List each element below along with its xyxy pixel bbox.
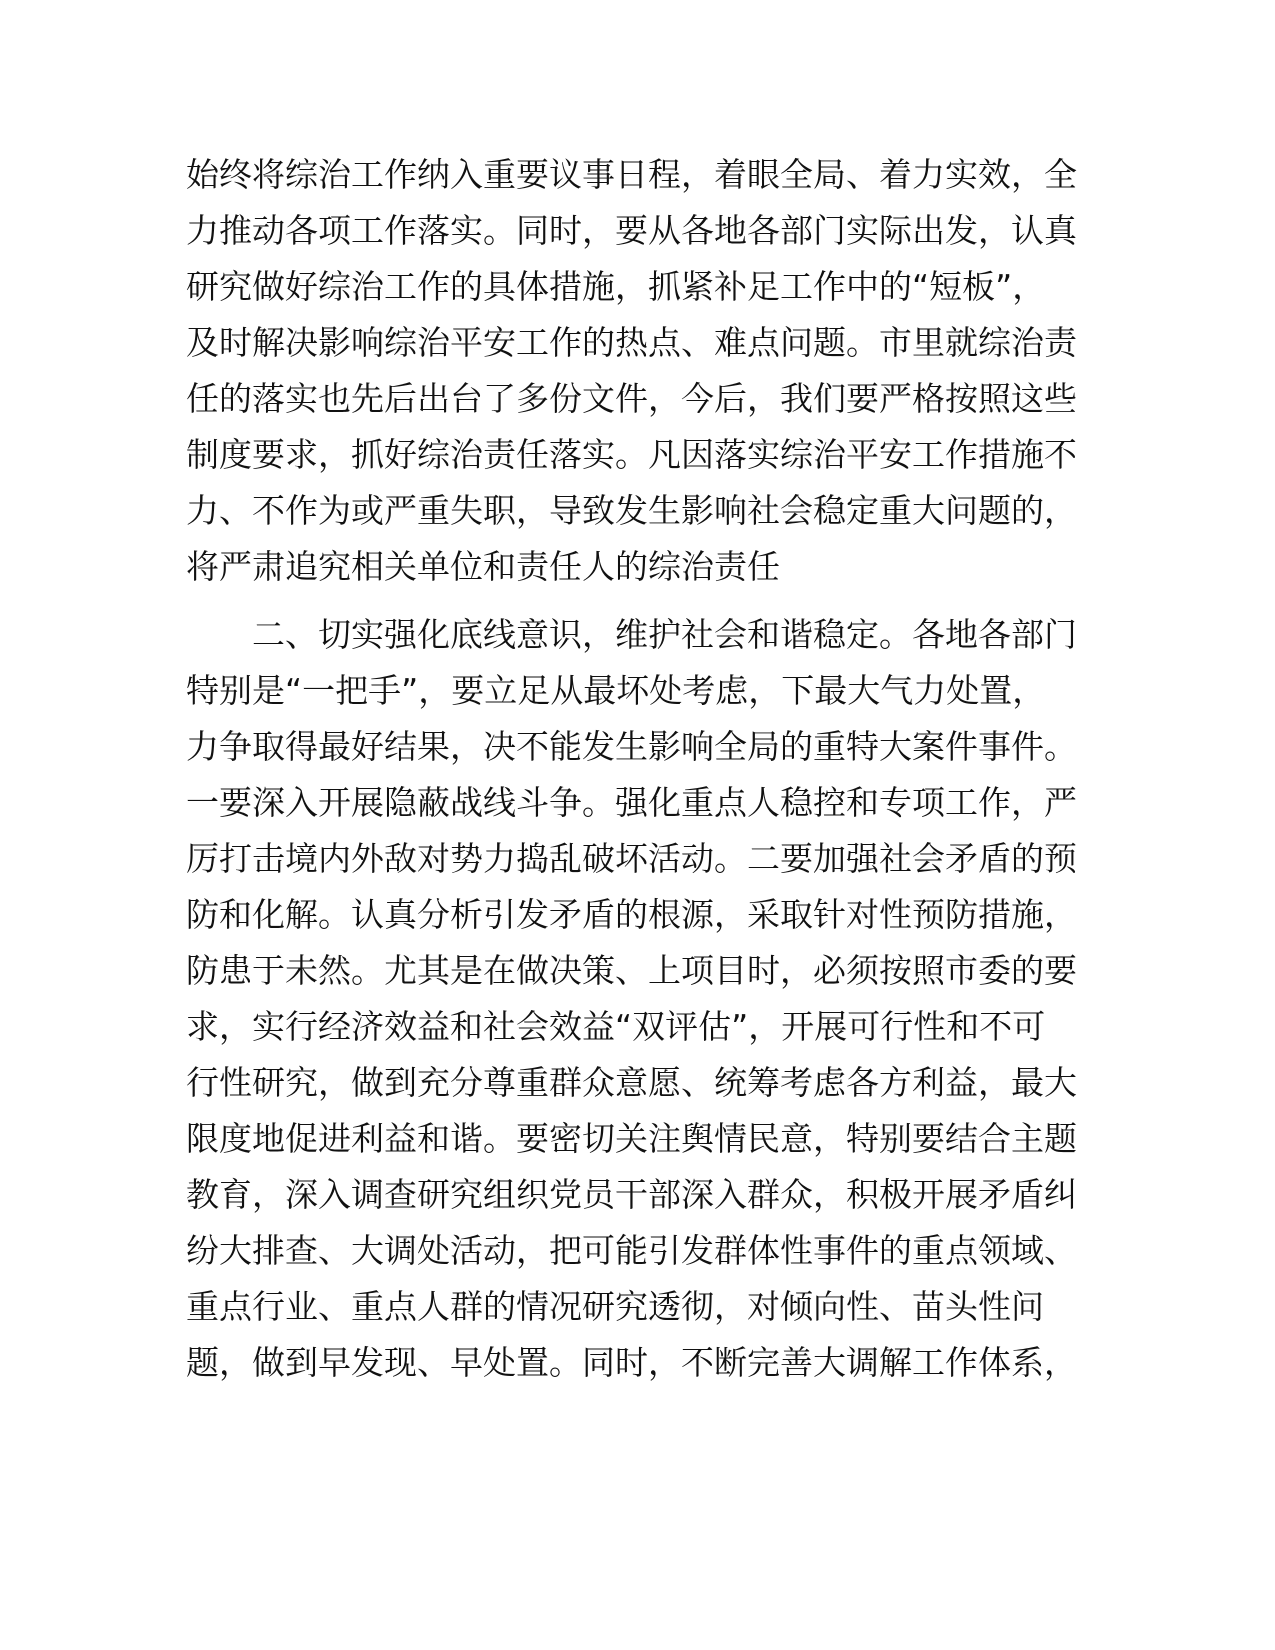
paragraph-2-line: 一要深入开展隐蔽战线斗争。强化重点人稳控和专项工作，严	[186, 783, 1077, 822]
paragraph-1-line: 将严肃追究相关单位和责任人的综治责任	[186, 547, 780, 586]
paragraph-1-line: 力推动各项工作落实。同时，要从各地各部门实际出发，认真	[186, 211, 1077, 250]
paragraph-2-line: 纷大排查、大调处活动，把可能引发群体性事件的重点领域、	[186, 1231, 1077, 1270]
paragraph-1-line: 力、不作为或严重失职，导致发生影响社会稳定重大问题的，	[186, 491, 1077, 530]
paragraph-2-line: 二、切实强化底线意识，维护社会和谐稳定。各地各部门	[252, 615, 1077, 654]
paragraph-2-line: 行性研究，做到充分尊重群众意愿、统筹考虑各方利益，最大	[186, 1063, 1077, 1102]
paragraph-2-line: 教育，深入调查研究组织党员干部深入群众，积极开展矛盾纠	[186, 1175, 1077, 1214]
paragraph-2-line: 限度地促进利益和谐。要密切关注舆情民意，特别要结合主题	[186, 1119, 1077, 1158]
paragraph-2-line: 求，实行经济效益和社会效益“双评估”，开展可行性和不可	[186, 1007, 1046, 1046]
paragraph-2-line: 题，做到早发现、早处置。同时，不断完善大调解工作体系，	[186, 1343, 1077, 1382]
paragraph-2-line: 力争取得最好结果，决不能发生影响全局的重特大案件事件。	[186, 727, 1077, 766]
paragraph-1-line: 始终将综治工作纳入重要议事日程，着眼全局、着力实效，全	[186, 155, 1077, 194]
paragraph-1-line: 制度要求，抓好综治责任落实。凡因落实综治平安工作措施不	[186, 435, 1077, 474]
paragraph-1-line: 任的落实也先后出台了多份文件，今后，我们要严格按照这些	[186, 379, 1077, 418]
paragraph-2-line: 厉打击境内外敌对势力捣乱破坏活动。二要加强社会矛盾的预	[186, 839, 1077, 878]
paragraph-2-line: 防和化解。认真分析引发矛盾的根源，采取针对性预防措施，	[186, 895, 1077, 934]
paragraph-1-line: 研究做好综治工作的具体措施，抓紧补足工作中的“短板”，	[186, 267, 1046, 306]
paragraph-2-line: 防患于未然。尤其是在做决策、上项目时，必须按照市委的要	[186, 951, 1077, 990]
paragraph-2-line: 重点行业、重点人群的情况研究透彻，对倾向性、苗头性问	[186, 1287, 1044, 1326]
paragraph-2-line: 特别是“一把手”，要立足从最坏处考虑，下最大气力处置，	[186, 671, 1046, 710]
paragraph-1-line: 及时解决影响综治平安工作的热点、难点问题。市里就综治责	[186, 323, 1077, 362]
